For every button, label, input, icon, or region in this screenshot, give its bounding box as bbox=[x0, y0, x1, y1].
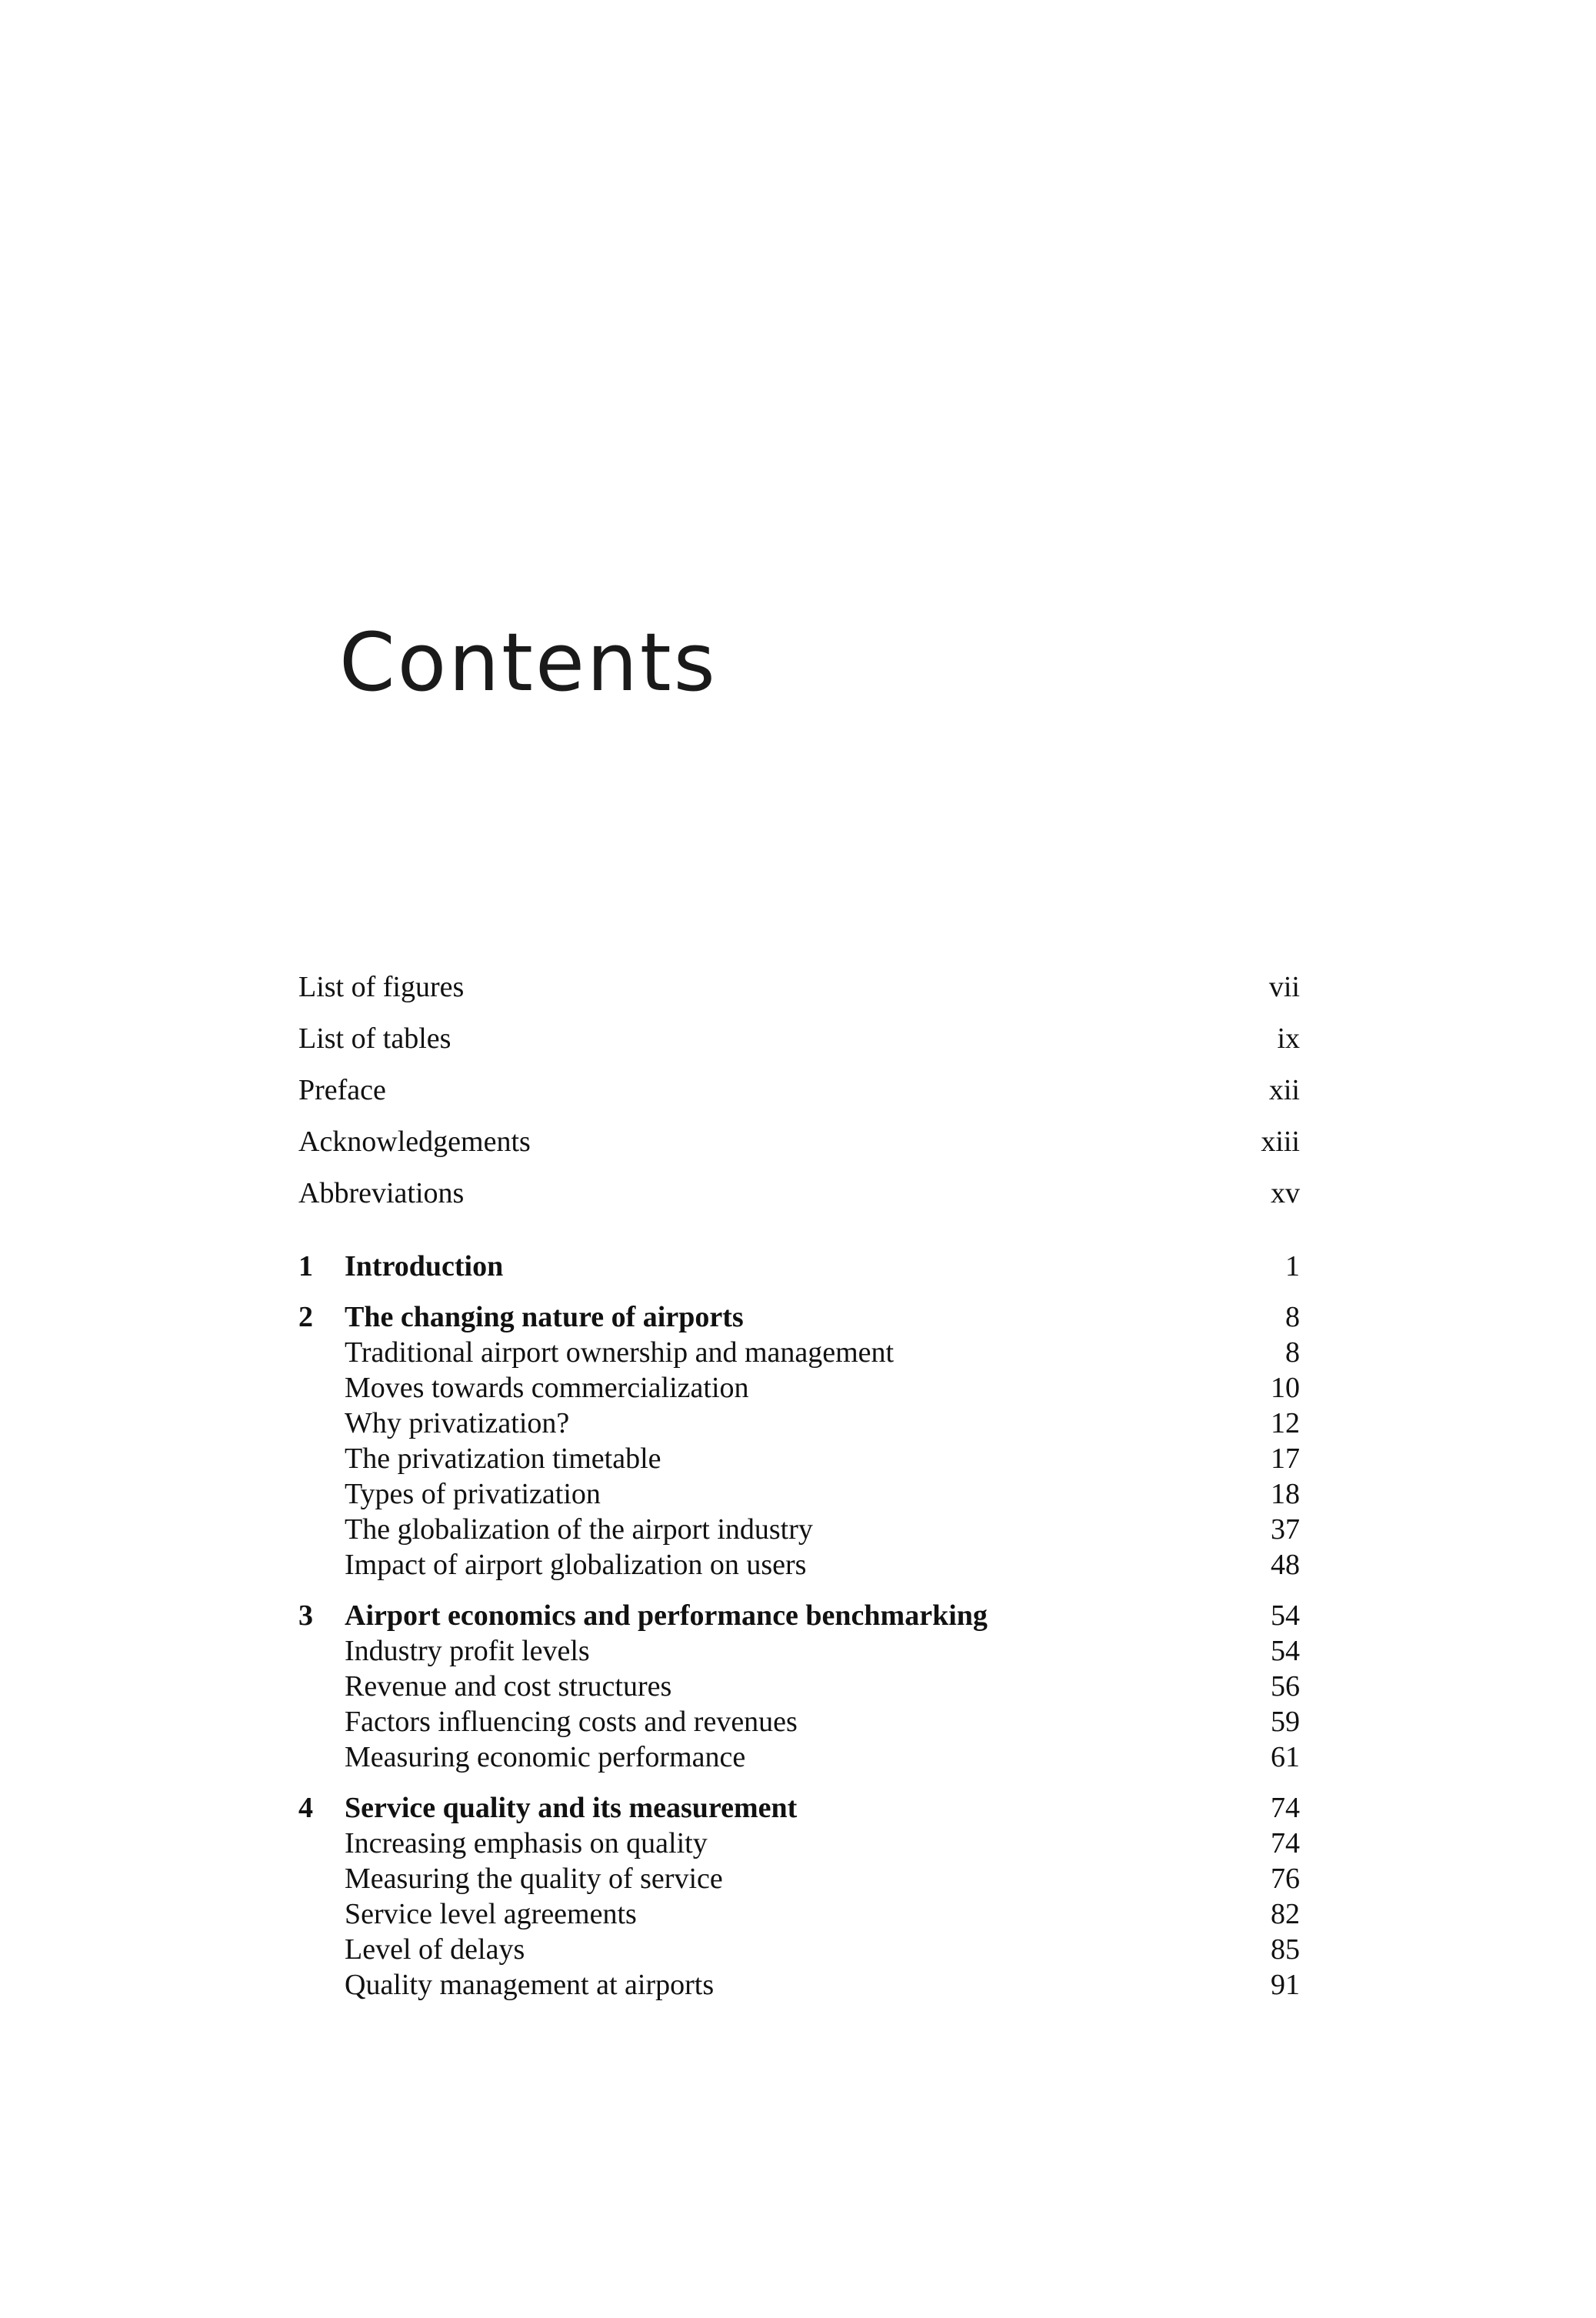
page-title: Contents bbox=[339, 615, 718, 709]
chapter-title: Introduction bbox=[345, 1250, 504, 1282]
section-page: 85 bbox=[1271, 1933, 1300, 1966]
section-page: 91 bbox=[1271, 1969, 1300, 2001]
chapter-page: 54 bbox=[1271, 1599, 1300, 1632]
toc-entry[interactable] bbox=[298, 969, 1300, 1021]
section-entry[interactable] bbox=[298, 1704, 1300, 1739]
chapter-title: Airport economics and performance benchmarking bbox=[345, 1599, 988, 1632]
section-title: Traditional airport ownership and management bbox=[345, 1336, 895, 1369]
section-page: 17 bbox=[1271, 1442, 1300, 1475]
section-title: Why privatization? bbox=[345, 1407, 570, 1439]
section-title: Increasing emphasis on quality bbox=[345, 1827, 708, 1859]
chapter-heading[interactable] bbox=[298, 1249, 1300, 1284]
chapter-page: 74 bbox=[1271, 1792, 1300, 1824]
section-entry[interactable] bbox=[298, 1476, 1300, 1512]
chapter-heading[interactable] bbox=[298, 1299, 1300, 1335]
toc-entry-title: Acknowledgements bbox=[298, 1126, 531, 1158]
section-entry[interactable] bbox=[298, 1826, 1300, 1861]
section-entry[interactable] bbox=[298, 1547, 1300, 1583]
toc-entry[interactable] bbox=[298, 1124, 1300, 1176]
chapter-page: 1 bbox=[1285, 1250, 1300, 1282]
section-entry[interactable] bbox=[298, 1633, 1300, 1669]
toc-entry-title: List of tables bbox=[298, 1022, 451, 1055]
chapter-block bbox=[298, 1249, 1300, 1284]
chapter-number: 1 bbox=[298, 1250, 313, 1282]
toc-entry-page: xv bbox=[1271, 1177, 1300, 1209]
section-entry[interactable] bbox=[298, 1896, 1300, 1932]
section-entry[interactable] bbox=[298, 1335, 1300, 1370]
chapter-number: 4 bbox=[298, 1792, 313, 1824]
toc-entry-page: vii bbox=[1268, 971, 1300, 1003]
chapter-block bbox=[298, 1790, 1300, 2003]
chapter-list bbox=[298, 1249, 1300, 2003]
section-page: 12 bbox=[1271, 1407, 1300, 1439]
toc-entry-page: xiii bbox=[1261, 1126, 1300, 1158]
section-title: Quality management at airports bbox=[345, 1969, 715, 2001]
section-page: 59 bbox=[1271, 1706, 1300, 1738]
chapter-block bbox=[298, 1598, 1300, 1775]
toc-entry-page: ix bbox=[1277, 1022, 1300, 1055]
section-page: 74 bbox=[1271, 1827, 1300, 1859]
section-title: Impact of airport globalization on users bbox=[345, 1549, 807, 1581]
section-title: The globalization of the airport industry bbox=[345, 1513, 813, 1546]
section-entry[interactable] bbox=[298, 1739, 1300, 1775]
table-of-contents bbox=[298, 969, 1300, 2003]
section-page: 54 bbox=[1271, 1635, 1300, 1667]
section-page: 82 bbox=[1271, 1898, 1300, 1930]
front-matter-list bbox=[298, 969, 1300, 1227]
section-title: Revenue and cost structures bbox=[345, 1670, 672, 1703]
section-page: 37 bbox=[1271, 1513, 1300, 1546]
chapter-heading[interactable] bbox=[298, 1790, 1300, 1826]
section-title: Measuring the quality of service bbox=[345, 1863, 723, 1895]
chapter-heading[interactable] bbox=[298, 1598, 1300, 1633]
section-page: 76 bbox=[1271, 1863, 1300, 1895]
toc-entry[interactable] bbox=[298, 1072, 1300, 1124]
section-title: Measuring economic performance bbox=[345, 1741, 746, 1773]
toc-entry-title: List of figures bbox=[298, 971, 465, 1003]
section-page: 61 bbox=[1271, 1741, 1300, 1773]
section-page: 18 bbox=[1271, 1478, 1300, 1510]
section-entry[interactable] bbox=[298, 1370, 1300, 1406]
section-title: The privatization timetable bbox=[345, 1442, 661, 1475]
section-title: Industry profit levels bbox=[345, 1635, 590, 1667]
section-entry[interactable] bbox=[298, 1406, 1300, 1441]
chapter-block bbox=[298, 1299, 1300, 1583]
chapter-title: Service quality and its measurement bbox=[345, 1792, 798, 1824]
section-title: Moves towards commercialization bbox=[345, 1372, 749, 1404]
section-page: 10 bbox=[1271, 1372, 1300, 1404]
toc-entry[interactable] bbox=[298, 1021, 1300, 1072]
chapter-page: 8 bbox=[1285, 1301, 1300, 1333]
section-page: 56 bbox=[1271, 1670, 1300, 1703]
section-title: Service level agreements bbox=[345, 1898, 637, 1930]
toc-entry-title: Abbreviations bbox=[298, 1177, 465, 1209]
section-entry[interactable] bbox=[298, 1669, 1300, 1704]
section-page: 8 bbox=[1285, 1336, 1300, 1369]
toc-entry-title: Preface bbox=[298, 1074, 386, 1106]
toc-entry-page: xii bbox=[1268, 1074, 1300, 1106]
section-entry[interactable] bbox=[298, 1861, 1300, 1896]
chapter-number: 3 bbox=[298, 1599, 313, 1632]
section-title: Types of privatization bbox=[345, 1478, 601, 1510]
section-entry[interactable] bbox=[298, 1967, 1300, 2003]
section-entry[interactable] bbox=[298, 1512, 1300, 1547]
chapter-title: The changing nature of airports bbox=[345, 1301, 744, 1333]
toc-entry[interactable] bbox=[298, 1176, 1300, 1227]
section-title: Level of delays bbox=[345, 1933, 525, 1966]
chapter-number: 2 bbox=[298, 1301, 313, 1333]
section-page: 48 bbox=[1271, 1549, 1300, 1581]
section-title: Factors influencing costs and revenues bbox=[345, 1706, 798, 1738]
section-entry[interactable] bbox=[298, 1441, 1300, 1476]
section-entry[interactable] bbox=[298, 1932, 1300, 1967]
